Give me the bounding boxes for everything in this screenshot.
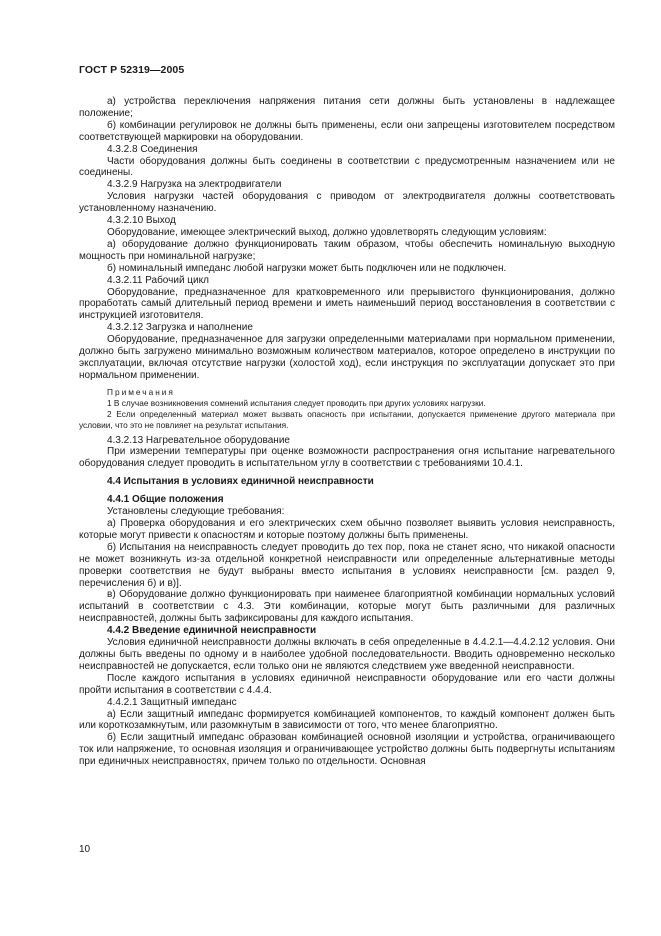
notes-title: Примечания bbox=[107, 386, 175, 397]
clause-heading: 4.3.2.11 Рабочий цикл bbox=[107, 274, 209, 286]
paragraph: б) комбинации регулировок не должны быть применены, если они запрещены изготовителем посредством соответствующей маркировки на оборудовании. bbox=[79, 119, 615, 143]
paragraph: Оборудование, предназначенное для загрузки определенными материалами при нормальном применении, должно быть загружено минимально возможным количеством материалов, которое определено в инструкции по эксплуатации, включая отсутствие нагрузки (холостой ход), если инструкция по эксплуатации допускает это при нормальном применении. bbox=[79, 334, 615, 381]
clause-heading: 4.3.2.12 Загрузка и наполнение bbox=[107, 322, 253, 334]
paragraph: в) Оборудование должно функционировать при наименее благоприятной комбинации нормальных условий испытаний в соответствии с 4.3. Эти комбинации, которые могут быть различными для различных неисправностей, должны быть зафиксированы для каждого испытания. bbox=[79, 589, 615, 625]
note-item: 2 Если определенный материал может вызвать опасность при испытании, допускается применение другого материала при условии, что это не повлияет на результат испытания. bbox=[79, 409, 615, 431]
paragraph: После каждого испытания в условиях единичной неисправности оборудование или его части должны пройти испытания в соответствии с 4.4.4. bbox=[79, 672, 615, 696]
paragraph: Условия нагрузки частей оборудования с приводом от электродвигателя должны соответствовать установленному назначению. bbox=[79, 191, 615, 215]
paragraph: б) Если защитный импеданс образован комбинацией основной изоляции и устройства, ограничивающего ток или напряжение, то основная изоляция и ограничивающее устройство должны быть подвергнуты испытаниям при единичных неисправностях, причем только по отдельности. Основная bbox=[79, 732, 615, 768]
subsection-heading: 4.4.1 Общие положения bbox=[107, 494, 224, 506]
paragraph: а) Если защитный импеданс формируется комбинацией компонентов, то каждый компонент должен быть или короткозамкнутым, или разомкнутым в зависимости от того, что менее благоприятно. bbox=[79, 708, 615, 732]
clause-heading: 4.3.2.8 Соединения bbox=[107, 143, 198, 155]
paragraph: Установлены следующие требования: bbox=[107, 506, 285, 518]
paragraph: а) устройства переключения напряжения питания сети должны быть установлены в надлежащее положение; bbox=[79, 96, 615, 119]
paragraph: Оборудование, предназначенное для кратковременного или прерывистого функционирования, должно проработать самый длительный период времени и иметь наименьший период восстановления в соответствии с инструкцией изготовителя. bbox=[79, 286, 615, 322]
clause-heading: 4.4.2.1 Защитный импеданс bbox=[107, 696, 237, 708]
clause-heading: 4.3.2.10 Выход bbox=[107, 215, 176, 227]
notes-block bbox=[79, 387, 615, 432]
clause-heading: 4.3.2.13 Нагревательное оборудование bbox=[107, 434, 290, 446]
document-header: ГОСТ Р 52319—2005 bbox=[79, 64, 185, 76]
paragraph: б) Испытания на неисправность следует проводить до тех пор, пока не станет ясно, что никакой опасности не может возникнуть из-за отдельной конкретной неисправности или определенные альтернативные методы проверки соответствия не будут выбраны вместо испытания в условиях неисправности [см. раздел 9, перечисления б) и в)]. bbox=[79, 541, 615, 589]
note-item: 1 В случае возникновения сомнений испытания следует проводить при других условиях нагрузки. bbox=[107, 397, 486, 408]
section-heading: 4.4 Испытания в условиях единичной неисправности bbox=[107, 476, 374, 488]
subsection-heading: 4.4.2 Введение единичной неисправности bbox=[107, 625, 317, 637]
page-body bbox=[79, 96, 615, 768]
paragraph: При измерении температуры при оценке возможности распространения огня испытание нагревательного оборудования следует проводить в испытательном углу в соответствии с требованиями 10.4.1. bbox=[79, 446, 615, 470]
paragraph: а) оборудование должно функционировать таким образом, чтобы обеспечить номинальную выходную мощность при номинальной нагрузке; bbox=[79, 238, 615, 262]
paragraph: Условия единичной неисправности должны включать в себя определенные в 4.4.2.1—4.4.2.12 условия. Они должны быть введены по одному и в наиболее удобной последовательности. Вводить одновременно несколько неисправностей не допускается, если только они не являются следствием уже введенной неисправности. bbox=[79, 637, 615, 672]
paragraph: Части оборудования должны быть соединены в соответствии с предусмотренным назначением или не соединены. bbox=[79, 155, 615, 179]
paragraph: б) номинальный импеданс любой нагрузки может быть подключен или не подключен. bbox=[107, 262, 507, 274]
page-number: 10 bbox=[79, 844, 91, 855]
clause-heading: 4.3.2.9 Нагрузка на электродвигатели bbox=[107, 179, 282, 191]
paragraph: Оборудование, имеющее электрический выход, должно удовлетворять следующим условиям: bbox=[107, 226, 547, 238]
paragraph: а) Проверка оборудования и его электрических схем обычно позволяет выявить условия неисправность, которые могут привести к опасностям и которые поэтому должны быть применены. bbox=[79, 518, 615, 541]
